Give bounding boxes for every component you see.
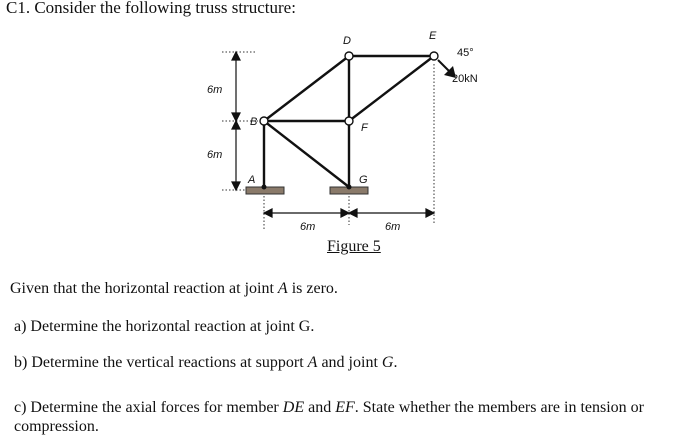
joint-b-pin — [260, 117, 268, 125]
joint-label-g: G — [359, 174, 368, 186]
dim-right-span: 6m — [385, 221, 401, 233]
joint-label-e: E — [429, 30, 437, 42]
given-statement: Given that the horizontal reaction at joint A is zero. — [10, 280, 338, 297]
joint-label-f: F — [361, 122, 368, 134]
load-angle: 45° — [457, 47, 474, 59]
joint-label-a: A — [248, 174, 256, 186]
joint-d-pin — [345, 52, 353, 60]
joint-label-d: D — [343, 35, 351, 47]
joint-f-pin — [345, 117, 353, 125]
question-c: c) Determine the axial forces for member DE and EF. State whether the members are in tension or compression. — [14, 399, 644, 435]
load-magnitude: 20kN — [452, 73, 478, 85]
member-fe — [349, 56, 434, 121]
joint-a-pin — [262, 185, 267, 190]
question-heading: C1. Consider the following truss structure: — [6, 0, 296, 17]
joint-g-pin — [347, 185, 352, 190]
truss-figure — [190, 20, 510, 265]
figure-caption: Figure 5 — [327, 238, 381, 255]
joint-label-b: B — [250, 116, 258, 128]
question-a: a) Determine the horizontal reaction at joint G. — [14, 318, 315, 335]
question-b: b) Determine the vertical reactions at support A and joint G. — [14, 354, 398, 371]
dim-left-span: 6m — [300, 221, 316, 233]
member-bd — [264, 56, 349, 121]
dim-lower-height: 6m — [207, 149, 223, 161]
joint-e-pin — [430, 52, 438, 60]
member-bg — [264, 121, 349, 187]
dim-upper-height: 6m — [207, 84, 223, 96]
